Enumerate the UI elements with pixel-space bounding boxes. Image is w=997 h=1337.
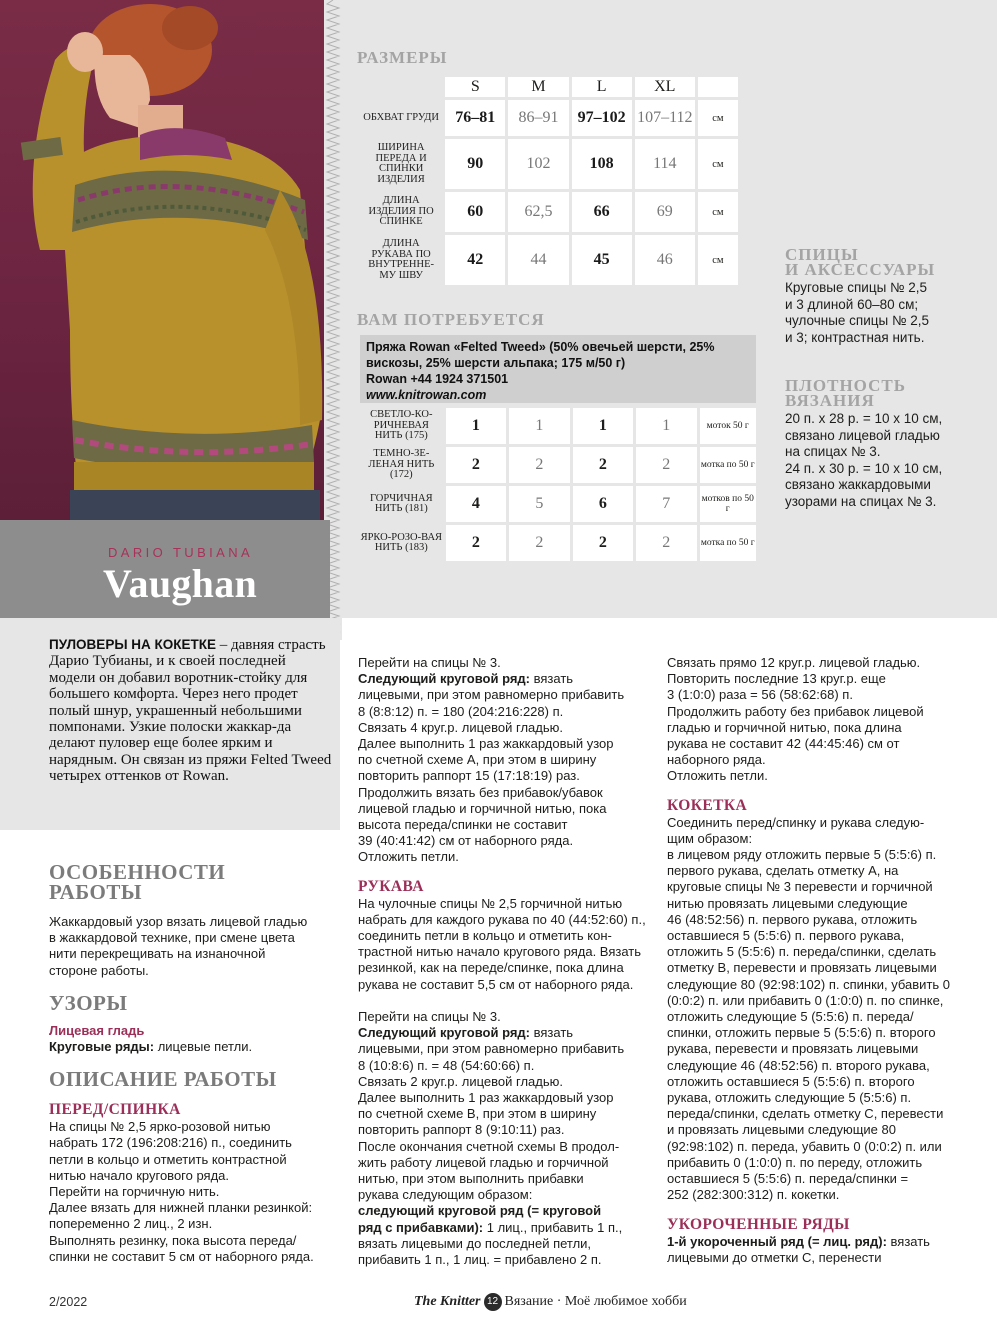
unit-cell: мотка по 50 г xyxy=(700,525,756,561)
unit-cell: см xyxy=(698,139,738,189)
supplier-phone: Rowan +44 1924 371501 xyxy=(366,372,509,386)
table-cell: 2 xyxy=(446,525,506,561)
sizes-header-row xyxy=(360,77,738,97)
unit-cell: мотка по 50 г xyxy=(700,447,756,483)
magazine-name: The Knitter xyxy=(414,1294,481,1309)
table-cell: 1 xyxy=(636,408,696,444)
sizes-table xyxy=(357,74,741,288)
sizes-heading: РАЗМЕРЫ xyxy=(357,48,448,67)
table-cell: 86–91 xyxy=(508,100,568,136)
table-cell: 66 xyxy=(572,192,632,232)
row-label: ДЛИНА ИЗДЕЛИЯ ПО СПИНКЕ xyxy=(368,195,434,228)
yarn-table xyxy=(357,405,759,564)
yarn-line: Пряжа Rowan «Felted Tweed» (50% овечьей шерсти, 25% xyxy=(366,340,715,354)
table-cell: 1 xyxy=(573,408,633,444)
supplier-website[interactable]: www.knitrowan.com xyxy=(366,388,487,402)
table-cell: 1 xyxy=(509,408,569,444)
model-photo xyxy=(0,0,330,520)
size-col-header: M xyxy=(508,77,568,97)
table-row xyxy=(360,139,738,189)
needed-heading: ВАМ ПОТРЕБУЕТСЯ xyxy=(357,310,545,329)
needles-heading: СПИЦЫ И АКСЕССУАРЫ xyxy=(785,245,936,279)
needles-text: Круговые спицы № 2,5 и 3 длиной 60–80 см; чулочные спицы № 2,5 и 3; контрастная нить. xyxy=(785,280,929,345)
table-cell: 60 xyxy=(445,192,505,232)
unit-cell: см xyxy=(698,100,738,136)
pattern-title: Vaughan xyxy=(103,561,258,606)
table-cell: 114 xyxy=(635,139,695,189)
table-row xyxy=(360,100,738,136)
column-2: Перейти на спицы № 3. Следующий круговой ряд: вязать лицевыми, при этом равномерно прибавить 8 (8:8:12) п. = 180 (204:216:228) п. Связать 4 круг.р. лицевой гладью. Далее выполнить 1 раз жаккардовый узор по счетной схеме А, при этом в ширину повторить раппорт 15 (17:18:19) раз. Продолжить вязать без прибавок/убавок лицевой гладью и горчичной нитью, пока высота переда/спинки не составит 39 (40:41:42) см от наборного ряда. Отложить петли. РУКАВА На чулочные спицы № 2,5 горчичной нитью набрать для каждого рукава по 40 (44:52:60) п., соединить петли в кольцо и отметить кон- трастной нитью начало кругового ряда. Вязать резинкой, как на переде/спинке, пока длина рукава не составит 5,5 см от наборного ряда. Перейти на спицы № 3. Следующий круговой ряд: вязать лицевыми, при этом равномерно прибавить 8 (10:8:6) п. = 48 (54:60:66) п. Связать 2 круг.р. лицевой гладью. Далее выполнить 1 раз жаккардовый узор по счетной схеме В, при этом в ширину повторить раппорт 8 (9:10:11) раз. После окончания счетной схемы В продол- жить работу лицевой гладью и горчичной нитью, при этом выполнить прибавки рукава следующим образом: следующий круговой ряд (= круговой ряд с прибавками): 1 лиц., прибавить 1 п., вязать лицевыми до последней петли, прибавить 1 п., 1 лиц. = прибавлено 2 п. xyxy=(358,655,658,1268)
table-cell: 2 xyxy=(509,525,569,561)
yarn-info xyxy=(360,335,756,403)
gauge-heading: ПЛОТНОСТЬ ВЯЗАНИЯ xyxy=(785,376,906,410)
row-label: ДЛИНА РУКАВА ПО ВНУТРЕННЕ-МУ ШВУ xyxy=(368,238,434,281)
table-cell: 7 xyxy=(636,486,696,522)
table-cell: 2 xyxy=(636,525,696,561)
yarn-line: вискозы, 25% шерсти альпака; 175 м/50 г) xyxy=(366,356,626,370)
table-cell: 45 xyxy=(572,235,632,285)
table-cell: 2 xyxy=(636,447,696,483)
yoke-heading: КОКЕТКА xyxy=(667,796,748,814)
table-cell: 2 xyxy=(573,447,633,483)
gauge-text: 20 п. х 28 р. = 10 х 10 см, связано лицевой гладью на спицах № 3. 24 п. х 30 р. = 10 х 10 см, связано жаккардовыми узорами на спицах № 3. xyxy=(785,411,943,509)
table-row xyxy=(360,486,756,522)
row-label: ГОРЧИЧНАЯ НИТЬ (181) xyxy=(370,492,433,514)
size-col-header: S xyxy=(445,77,505,97)
patterns-heading: УЗОРЫ xyxy=(49,990,128,1015)
description-heading: ОПИСАНИЕ РАБОТЫ xyxy=(49,1067,277,1092)
table-cell: 2 xyxy=(573,525,633,561)
table-cell: 2 xyxy=(509,447,569,483)
table-cell: 107–112 xyxy=(635,100,695,136)
table-cell: 69 xyxy=(635,192,695,232)
designer-name: DARIO TUBIANA xyxy=(108,545,254,560)
row-label: ТЕМНО-ЗЕ-ЛЕНАЯ НИТЬ (172) xyxy=(368,448,435,481)
table-cell: 62,5 xyxy=(508,192,568,232)
size-col-header: XL xyxy=(635,77,695,97)
size-col-header: L xyxy=(572,77,632,97)
column-3: Связать прямо 12 круг.р. лицевой гладью. Повторить последние 13 круг.р. еще 3 (1:0:0) раза = 56 (58:62:68) п. Продолжить работу без прибавок лицевой гладью и горчичной нитью, пока длина рукава не составит 42 (44:45:46) см от наборного ряда. Отложить петли. КОКЕТКА Соединить перед/спинку и рукава следую- щим образом: в лицевом ряду отложить первые 5 (5:5:6) п. первого рукава, сделать отметку А, на круговые спицы № 3 перевести и горчичной нитью провязать лицевыми следующие 46 (48:52:56) п. первого рукава, отложить оставшиеся 5 (5:5:6) п. первого рукава, отложить 5 (5:5:6) п. переда/спинки, сделать отметку В, перевести и провязать лицевыми следующие 80 (92:98:102) п. спинки, убавить 0 (0:0:2) п. или прибавить 0 (1:0:0) п. по спинке, отложить следующие 5 (5:5:6) п. переда/ спинки, отложить первые 5 (5:5:6) п. второго рукава, перевести и провязать лицевыми следующие 46 (48:52:56) п. второго рукава, отложить оставшиеся 5 (5:5:6) п. второго рукава, отложить следующие 5 (5:5:6) п. переда/спинки, сделать отметку С, перевести и провязать лицевыми следующие 80 (92:98:102) п. переда, убавить 0 (0:0:2) п. или прибавить 0 (1:0:0) п. по переду, отложить оставшиеся 5 (5:5:6) п. переда/спинки = 252 (282:300:312) п. кокетки. УКОРОЧЕННЫЕ РЯДЫ 1-й укороченный ряд (= лиц. ряд): вязать лицевыми до отметки С, перенести xyxy=(667,655,967,1266)
unit-cell: см xyxy=(698,235,738,285)
row-label: ЯРКО-РОЗО-ВАЯ НИТЬ (183) xyxy=(360,531,443,553)
table-cell: 5 xyxy=(509,486,569,522)
table-row xyxy=(360,192,738,232)
unit-cell: моток 50 г xyxy=(700,408,756,444)
table-row xyxy=(360,235,738,285)
footer-masthead xyxy=(414,1293,687,1311)
row-label: СВЕТЛО-КО-РИЧНЕВАЯ НИТЬ (175) xyxy=(370,409,433,442)
unit-cell: см xyxy=(698,192,738,232)
issue-number: 2/2022 xyxy=(49,1295,88,1309)
table-cell: 2 xyxy=(446,447,506,483)
sleeves-heading: РУКАВА xyxy=(358,877,424,895)
table-cell: 44 xyxy=(508,235,568,285)
table-cell: 4 xyxy=(446,486,506,522)
table-cell: 1 xyxy=(446,408,506,444)
table-cell: 108 xyxy=(572,139,632,189)
page-number-badge: 12 xyxy=(484,1293,502,1311)
table-cell: 46 xyxy=(635,235,695,285)
table-cell: 97–102 xyxy=(572,100,632,136)
patterns-subheading: Лицевая гладь xyxy=(49,1022,145,1038)
table-cell: 76–81 xyxy=(445,100,505,136)
table-cell: 90 xyxy=(445,139,505,189)
table-cell: 6 xyxy=(573,486,633,522)
table-row xyxy=(360,447,756,483)
table-row xyxy=(360,525,756,561)
front-back-heading: ПЕРЕД/СПИНКА xyxy=(49,1101,181,1119)
magazine-tagline: Вязание · Моё любимое хобби xyxy=(504,1294,687,1309)
column-1: ОСОБЕННОСТИ РАБОТЫ Жаккардовый узор вязать лицевой гладью в жаккардовой технике, при смене цвета нити перекрещивать на изнаночной стороне работы. УЗОРЫ Лицевая гладь Круговые ряды: лицевые петли. ОПИСАНИЕ РАБОТЫ ПЕРЕД/СПИНКА На спицы № 2,5 ярко-розовой нитью набрать 172 (196:208:216) п., соединить петли в кольцо и отметить контрастной нитью начало кругового ряда. Перейти на горчичную нить. Далее вязать для нижней планки резинкой: попеременно 2 лиц., 2 изн. Выполнять резинку, пока высота переда/ спинки не составит 5 см от наборного ряда. xyxy=(49,862,339,1265)
sweater-photo-illustration xyxy=(0,0,330,520)
unit-cell: мотков по 50 г xyxy=(700,486,756,522)
table-row xyxy=(360,408,756,444)
row-label: ШИРИНА ПЕРЕДА И СПИНКИ ИЗДЕЛИЯ xyxy=(375,142,427,185)
table-cell: 42 xyxy=(445,235,505,285)
table-cell: 102 xyxy=(508,139,568,189)
intro-text: ПУЛОВЕРЫ НА КОКЕТКЕ – давняя страсть Дарио Тубианы, и к своей последней модели он добавил воротник-стойку для большего комфорта. Через него продет полый шнур, украшенный небольшими помпонами. Узкие полоски жаккар-да делают пуловер еще более ярким и нарядным. Он связан из пряжи Felted Tweed четырех оттенков от Rowan. xyxy=(49,637,332,785)
short-rows-heading: УКОРОЧЕННЫЕ РЯДЫ xyxy=(667,1215,850,1233)
features-heading: ОСОБЕННОСТИ РАБОТЫ xyxy=(49,860,226,904)
row-label: ОБХВАТ ГРУДИ xyxy=(363,111,439,123)
